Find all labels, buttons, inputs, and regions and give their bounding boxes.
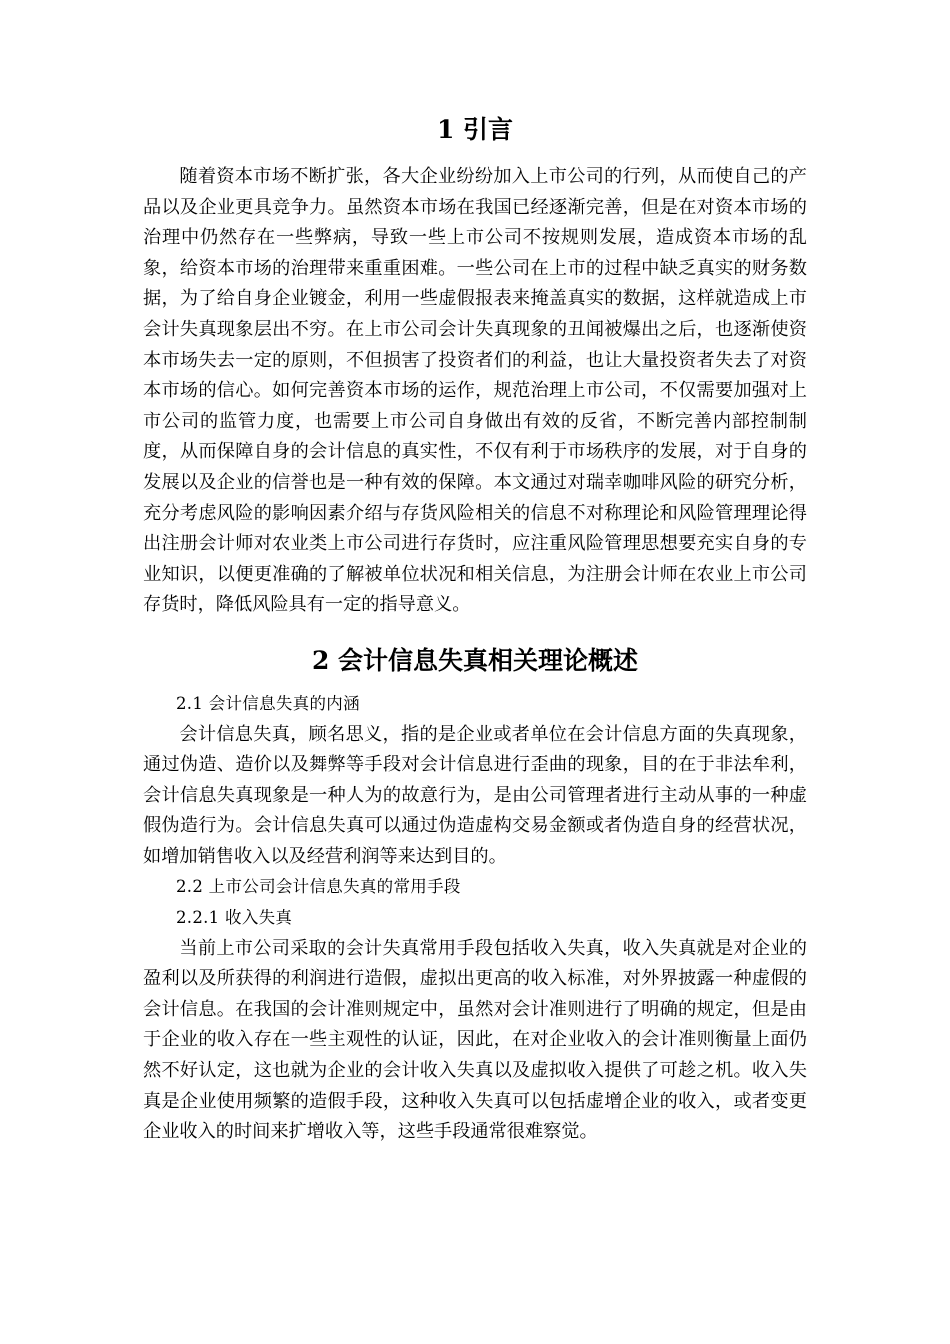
subsection-2-2-heading: 2.2 上市公司会计信息失真的常用手段: [176, 877, 461, 897]
subsection-2-2-1-paragraph: 当前上市公司采取的会计失真常用手段包括收入失真，收入失真就是对企业的盈利以及所获得的利润进行造假，虚拟出更高的收入标准，对外界披露一种虚假的会计信息。在我国的会计准则规定中，虽然对会计准则进行了明确的规定，但是由于企业的收入存在一些主观性的认证，因此，在对企业收入的会计准则衡量上面仍然不好认定，这也就为企业的会计收入失真以及虚拟收入提供了可趁之机。收入失真是企业使用频繁的造假手段，这种收入失真可以包括虚增企业的收入，或者变更企业收入的时间来扩增收入等，这些手段通常很难察觉。: [143, 937, 807, 1143]
section-2-heading: 2 会计信息失真相关理论概述: [311, 645, 639, 675]
intro-paragraph: 随着资本市场不断扩张，各大企业纷纷加入上市公司的行列，从而使自己的产品以及企业更具竞争力。虽然资本市场在我国已经逐渐完善，但是在对资本市场的治理中仍然存在一些弊病，导致一些上市公司不按规则发展，造成资本市场的乱象，给资本市场的治理带来重重困难。一些公司在上市的过程中缺乏真实的财务数据，为了给自身企业镀金，利用一些虚假报表来掩盖真实的数据，这样就造成上市会计失真现象层出不穷。在上市公司会计失真现象的丑闻被爆出之后，也逐渐使资本市场失去一定的原则，不但损害了投资者们的利益，也让大量投资者失去了对资本市场的信心。如何完善资本市场的运作，规范治理上市公司，不仅需要加强对上市公司的监管力度，也需要上市公司自身做出有效的反省，不断完善内部控制制度，从而保障自身的会计信息的真实性，不仅有利于市场秩序的发展，对于自身的发展以及企业的信誉也是一种有效的保障。本文通过对瑞幸咖啡风险的研究分析，充分考虑风险的影响因素介绍与存货风险相关的信息不对称理论和风险管理理论得出注册会计师对农业类上市公司进行存货时，应注重风险管理思想要充实自身的专业知识，以便更准确的了解被单位状况和相关信息，为注册会计师在农业上市公司存货时，降低风险具有一定的指导意义。: [143, 166, 807, 616]
document-page: [143, 112, 807, 1148]
subsection-2-1-paragraph: 会计信息失真，顾名思义，指的是企业或者单位在会计信息方面的失真现象，通过伪造、造价以及舞弊等手段对会计信息进行歪曲的现象，目的在于非法牟利，会计信息失真现象是一种人为的故意行为，是由公司管理者进行主动从事的一种虚假伪造行为。会计信息失真可以通过伪造虚构交易金额或者伪造自身的经营状况，如增加销售收入以及经营利润等来达到目的。: [143, 723, 807, 867]
subsection-2-2-1-heading: 2.2.1 收入失真: [176, 908, 293, 928]
section-1-heading: 1 引言: [436, 115, 514, 144]
subsection-2-1-heading: 2.1 会计信息失真的内涵: [176, 693, 360, 713]
